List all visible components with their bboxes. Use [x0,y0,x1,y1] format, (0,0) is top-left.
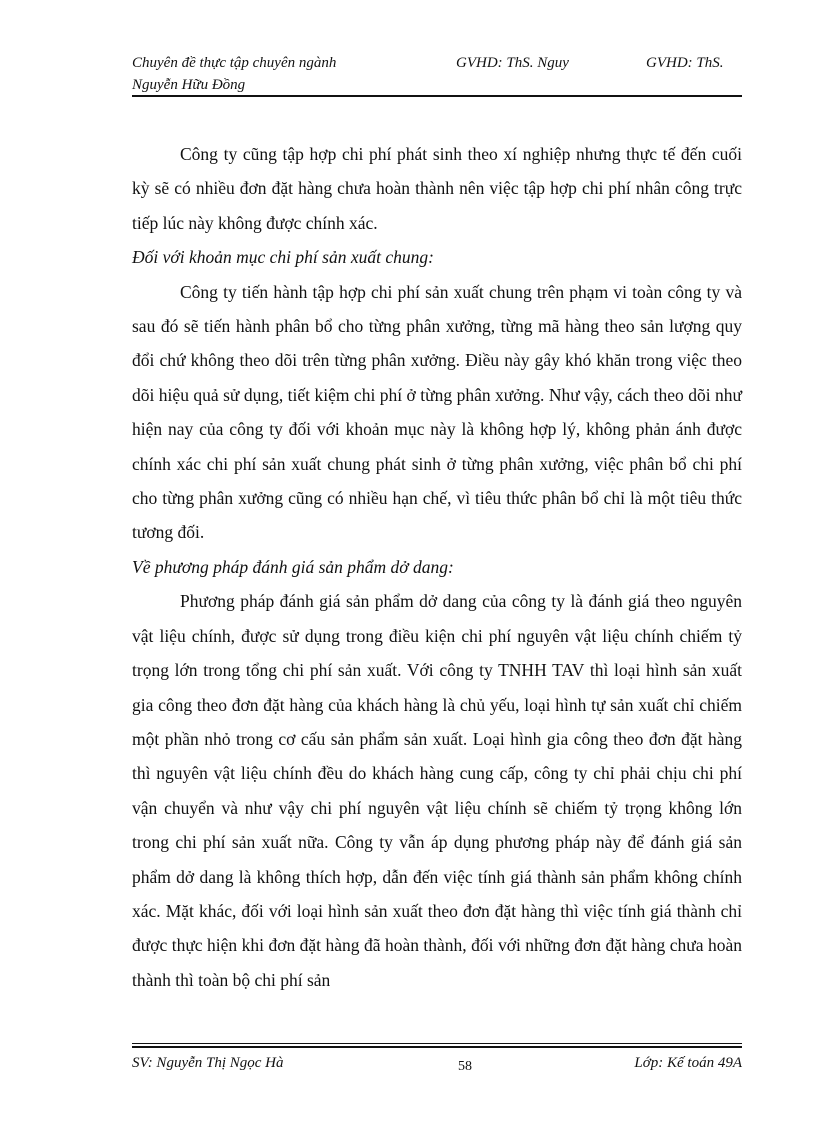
paragraph-3: Phương pháp đánh giá sản phẩm dở dang của công ty là đánh giá theo nguyên vật liệu chính, được sử dụng trong điều kiện chi phí nguyên vật liệu chính chiếm tỷ trọng lớn trong tổng chi phí sản xuất. Với công ty TNHH TAV thì loại hình sản xuất gia công theo đơn đặt hàng của khách hàng là chủ yếu, loại hình tự sản xuất chỉ chiếm một phần nhỏ trong cơ cấu sản phẩm sản xuất. Loại hình gia công theo đơn đặt hàng thì nguyên vật liệu chính đều do khách hàng cung cấp, công ty chỉ phải chịu chi phí vận chuyển và như vậy chi phí nguyên vật liệu chính sẽ chiếm tỷ trọng không lớn trong chi phí sản xuất nữa. Công ty vẫn áp dụng phương pháp này để đánh giá sản phẩm dở dang là không thích hợp, dẫn đến việc tính giá thành sản phẩm không chính xác. Mặt khác, đối với loại hình sản xuất theo đơn đặt hàng thì việc tính giá thành chỉ được thực hiện khi đơn đặt hàng đã hoàn thành, đối với những đơn đặt hàng chưa hoàn thành thì toàn bộ chi phí sản [132,591,742,990]
header-advisor-1: GVHD: ThS. Nguy [456,55,569,71]
footer-rule-top [132,1043,742,1044]
paragraph-1: Công ty cũng tập hợp chi phí phát sinh theo xí nghiệp nhưng thực tế đến cuối kỳ sẽ có nhiều đơn đặt hàng chưa hoàn thành nên việc tập hợp chi phí nhân công trực tiếp lúc này không được chính xác. [132,144,742,233]
footer-rule-bottom [132,1046,742,1048]
header-advisor-name: Nguyễn Hữu Đồng [132,77,246,93]
section-heading-2: Về phương pháp đánh giá sản phẩm dở dang: [132,556,454,577]
footer-class: Lớp: Kế toán 49A [634,1055,742,1071]
header-advisor-2: GVHD: ThS. [646,55,724,71]
section-heading-1: Đối với khoản mục chi phí sản xuất chung: [132,247,434,268]
header-subject: Chuyên đề thực tập chuyên ngành [132,55,337,71]
page-footer [132,1052,742,1074]
page-number: 58 [458,1059,472,1074]
footer-student: SV: Nguyễn Thị Ngọc Hà [132,1055,284,1071]
paragraph-2: Công ty tiến hành tập hợp chi phí sản xuất chung trên phạm vi toàn công ty và sau đó sẽ tiến hành phân bổ cho từng phân xưởng, từng mã hàng theo sản lượng quy đổi chứ không theo dõi trên từng phân xưởng. Điều này gây khó khăn trong việc theo dõi hiệu quả sử dụng, tiết kiệm chi phí ở từng phân xưởng. Như vậy, cách theo dõi như hiện nay của công ty đối với khoản mục này là không hợp lý, không phản ánh được chính xác chi phí sản xuất chung phát sinh ở từng phân xưởng, việc phân bổ chi phí cho từng phân xưởng cũng có nhiều hạn chế, vì tiêu thức phân bổ chỉ là một tiêu thức tương đối. [132,281,742,543]
header-row [132,52,742,74]
page-header [132,52,742,96]
header-rule [132,95,742,97]
document-body [132,137,742,997]
